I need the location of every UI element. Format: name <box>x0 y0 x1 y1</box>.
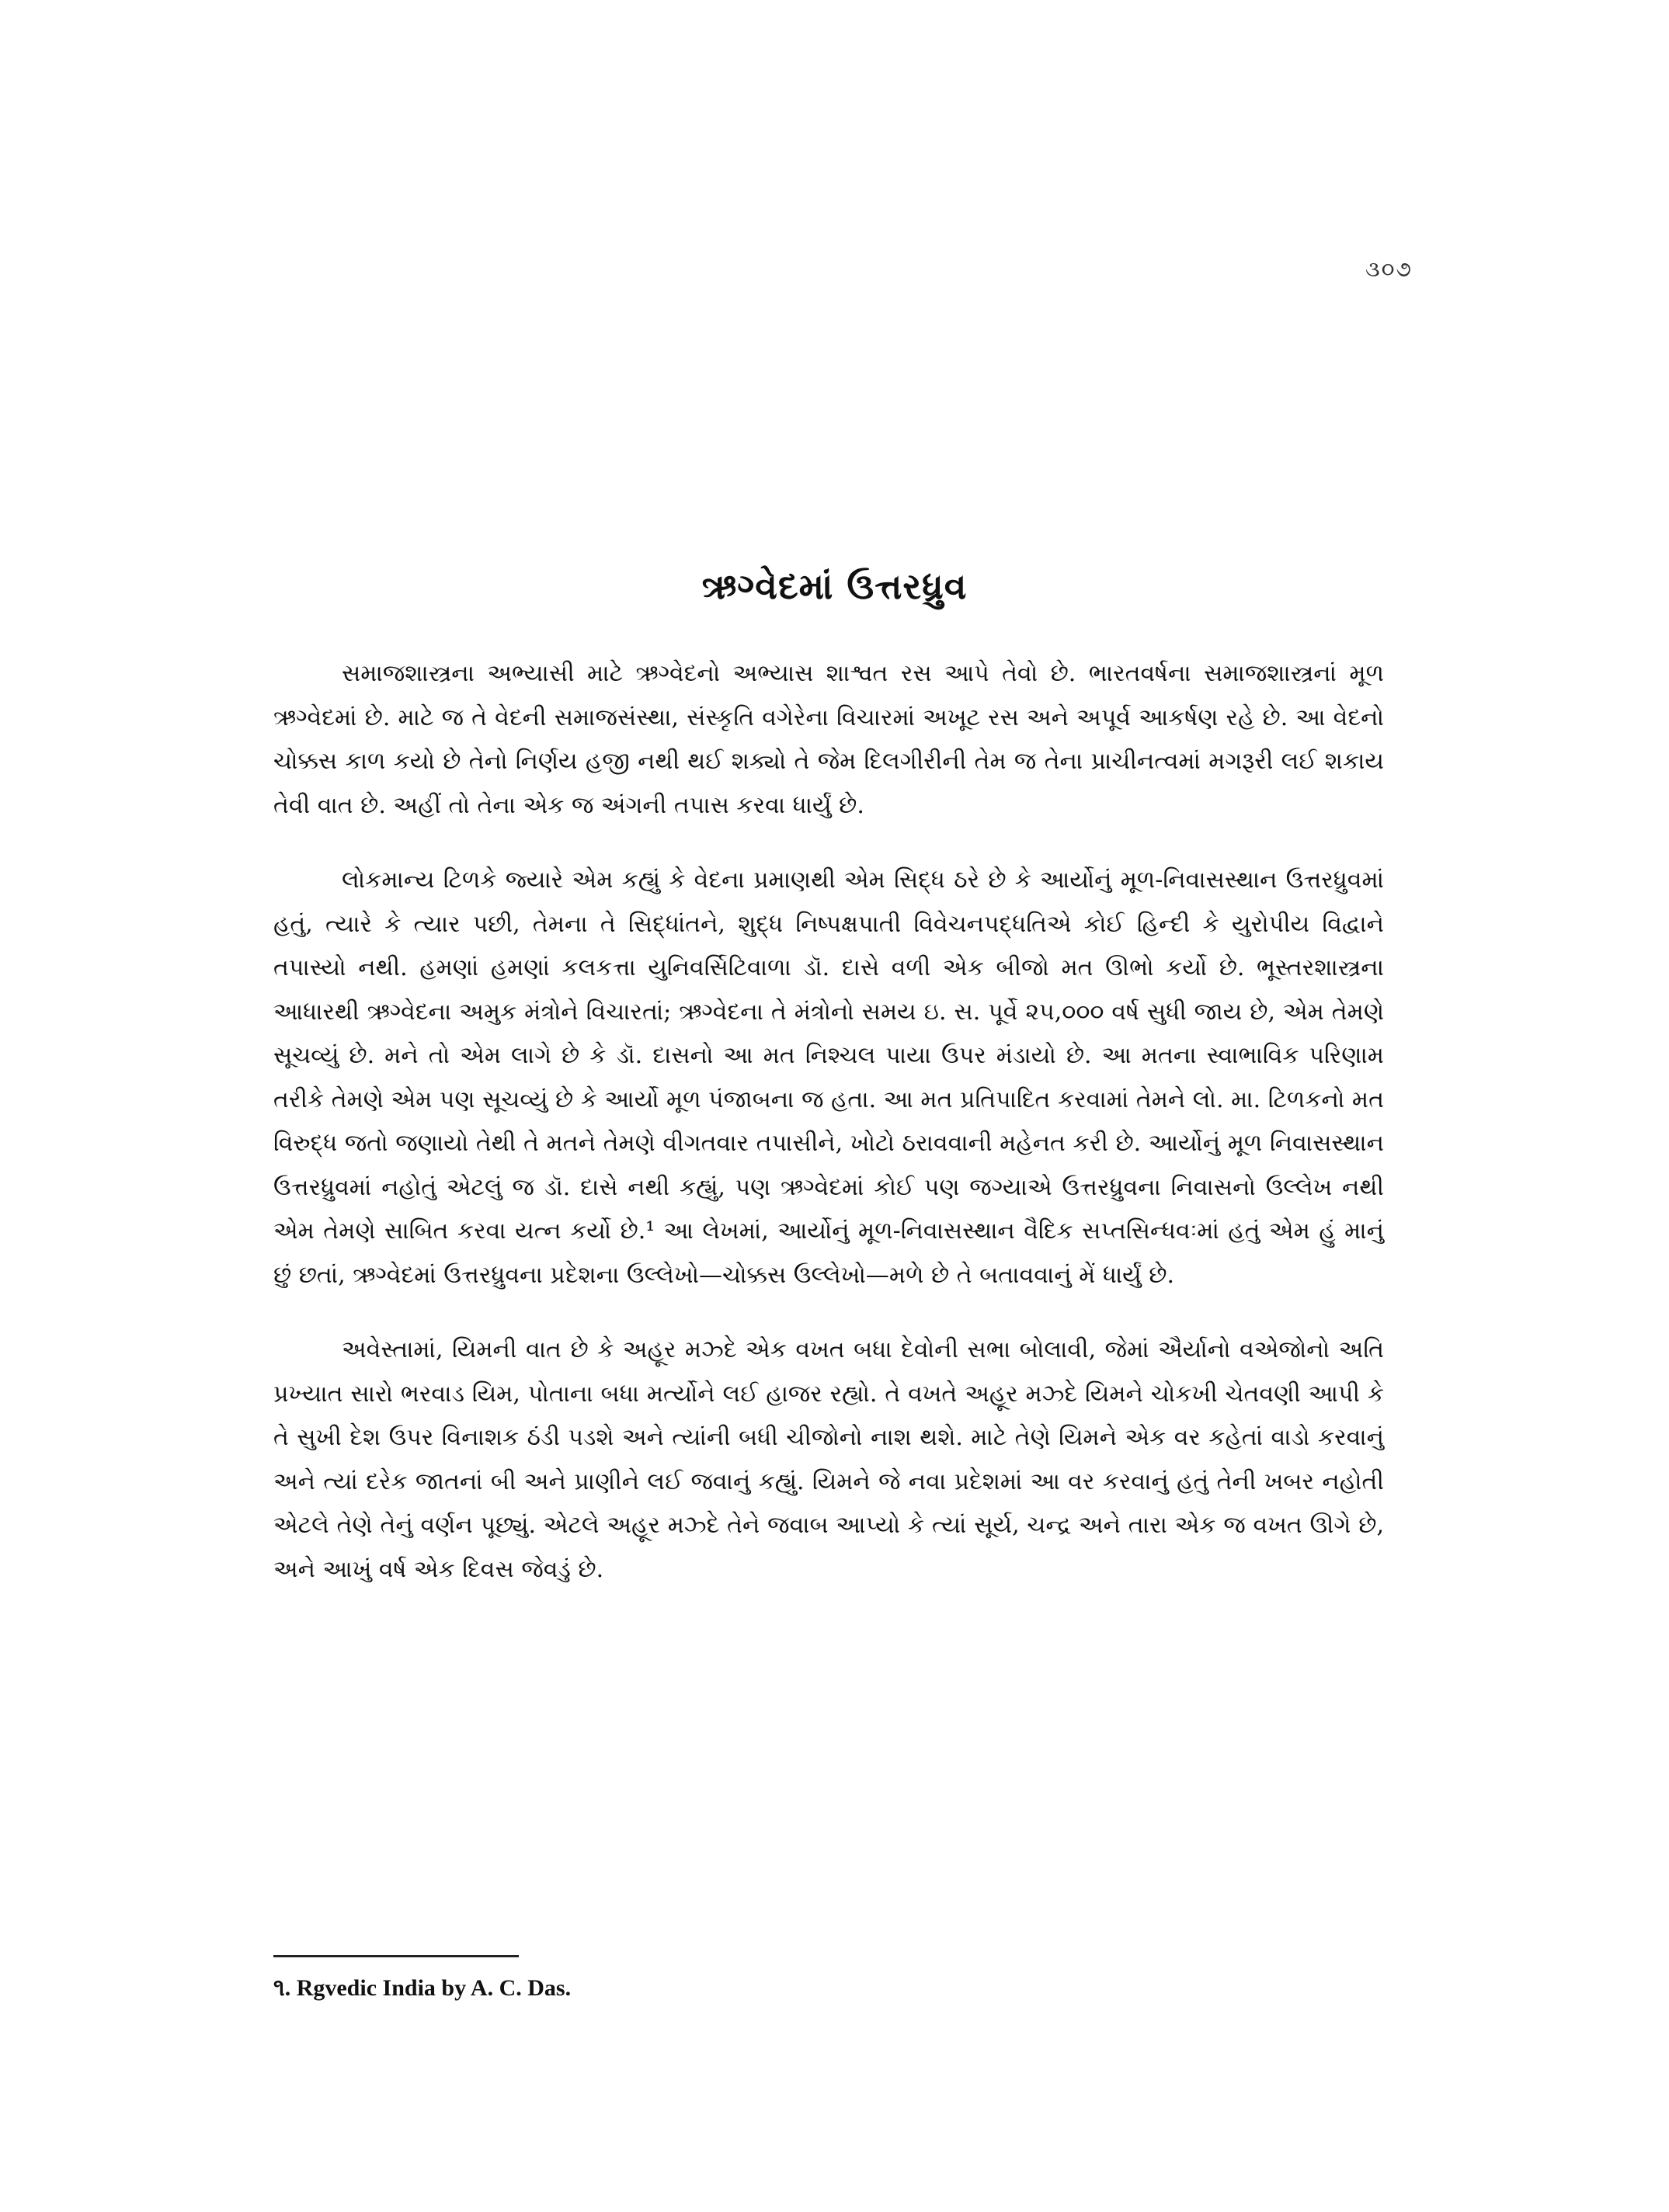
footnote-divider <box>273 1955 519 1957</box>
footnote-marker: ૧. <box>273 1975 291 2001</box>
page-number: ૩૦૭ <box>1365 256 1413 282</box>
paragraph-3: અવેસ્તામાં, યિમની વાત છે કે અહૂર મઝ્દે એક વખત બધા દેવોની સભા બોલાવી, જેમાં ઐર્યાનો વએજોનો અતિ પ્રખ્યાત સારો ભરવાડ યિમ, પોતાના બધા મર્ત્યોને લઈ હાજર રહ્યો. તે વખતે અહૂર મઝ્દે યિમને ચોકખી ચેતવણી આપી કે તે સુખી દેશ ઉપર વિનાશક ઠંડી પડશે અને ત્યાંની બધી ચીજોનો નાશ થશે. માટે તેણે યિમને એક વર કહેતાં વાડો કરવાનું અને ત્યાં દરેક જાતનાં બી અને પ્રાણીને લઈ જવાનું કહ્યું. યિમને જે નવા પ્રદેશમાં આ વર કરવાનું હતું તેની ખબર નહોતી એટલે તેણે તેનું વર્ણન પૂછ્યું. એટલે અહૂર મઝ્દે તેને જવાબ આપ્યો કે ત્યાં સૂર્ય, ચન્દ્ર અને તારા એક જ વખત ઊગે છે, અને આખું વર્ષ એક દિવસ જેવડું છે. <box>273 1336 1384 1583</box>
paragraph-2: લોકમાન્ય ટિળકે જ્યારે એમ કહ્યું કે વેદના પ્રમાણથી એમ સિદ્ધ ઠરે છે કે આર્યોનું મૂળ-નિવાસસ્થાન ઉત્તરધ્રુવમાં હતું, ત્યારે કે ત્યાર પછી, તેમના તે સિદ્ધાંતને, શુદ્ધ નિષ્પક્ષપાતી વિવેચનપદ્ધતિએ કોઈ હિન્દી કે યુરોપીય વિદ્વાને તપાસ્યો નથી. હમણાં હમણાં કલકત્તા યુનિવર્સિટિવાળા ડૉ. દાસે વળી એક બીજો મત ઊભો કર્યો છે. ભૂસ્તરશાસ્ત્રના આધારથી ઋગ્વેદના અમુક મંત્રોને વિચારતાં; ઋગ્વેદના તે મંત્રોનો સમય ઇ. સ. પૂર્વે ૨૫,૦૦૦ વર્ષ સુધી જાય છે, એમ તેમણે સૂચવ્યું છે. મને તો એમ લાગે છે કે ડૉ. દાસનો આ મત નિશ્ચલ પાયા ઉપર મંડાયો છે. આ મતના સ્વાભાવિક પરિણામ તરીકે તેમણે એમ પણ સૂચવ્યું છે કે આર્યો મૂળ પંજાબના જ હતા. આ મત પ્રતિપાદિત કરવામાં તેમને લો. મા. ટિળકનો મત વિરુદ્ધ જતો જણાયો તેથી તે મતને તેમણે વીગતવાર તપાસીને, ખોટો ઠરાવવાની મહેનત કરી છે. આર્યોનું મૂળ નિવાસસ્થાન ઉત્તરધ્રુવમાં નહોતું એટલું જ ડૉ. દાસે નથી કહ્યું, પણ ઋગ્વેદમાં કોઈ પણ જગ્યાએ ઉત્તરધ્રુવના નિવાસનો ઉલ્લેખ નથી એમ તેમણે સાબિત કરવા યત્ન કર્યો છે.¹ આ લેખમાં, આર્યોનું મૂળ-નિવાસસ્થાન વૈદિક સપ્તસિન્ધવઃમાં હતું એમ હું માનું છું છતાં, ઋગ્વેદમાં ઉત્તરધ્રુવના પ્રદેશના ઉલ્લેખો—ચોક્કસ ઉલ્લેખો—મળે છે તે બતાવવાનું મેં ધાર્યું છે. <box>273 866 1384 1289</box>
paragraph-1: સમાજશાસ્ત્રના અભ્યાસી માટે ઋગ્વેદનો અભ્યાસ શાશ્વત રસ આપે તેવો છે. ભારતવર્ષના સમાજશાસ્ત્રનાં મૂળ ઋગ્વેદમાં છે. માટે જ તે વેદની સમાજસંસ્થા, સંસ્કૃતિ વગેરેના વિચારમાં અખૂટ રસ અને અપૂર્વ આકર્ષણ રહે છે. આ વેદનો ચોક્કસ કાળ કયો છે તેનો નિર્ણય હજી નથી થઈ શક્યો તે જેમ દિલગીરીની તેમ જ તેના પ્રાચીનત્વમાં મગરૂરી લઈ શકાય તેવી વાત છે. અહીં તો તેના એક જ અંગની તપાસ કરવા ધાર્યું છે. <box>273 660 1384 819</box>
footnote-text: Rgvedic India by A. C. Das. <box>296 1975 572 2001</box>
page-title: ઋગ્વેદમાં ઉત્તરધ્રુવ <box>701 565 968 607</box>
footnote <box>273 1975 571 2002</box>
article-body <box>273 652 1384 1623</box>
